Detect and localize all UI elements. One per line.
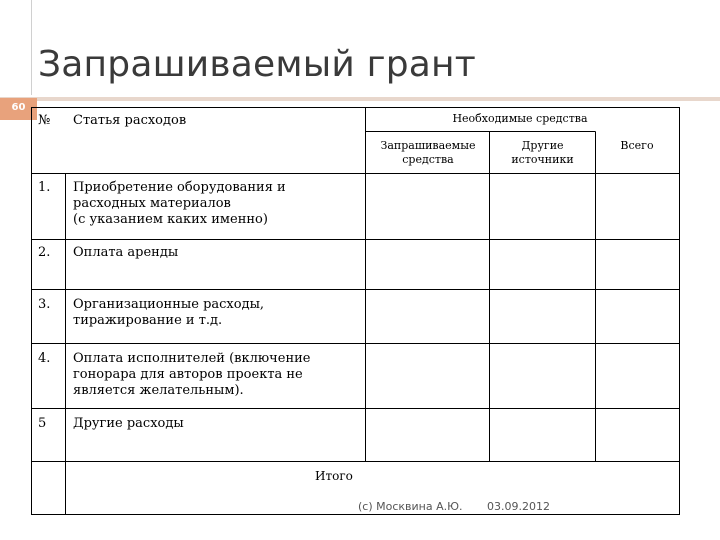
row-4-no: 4. (38, 351, 51, 366)
row-3-text: Организационные расходы, тиражирование и т.д. (73, 297, 265, 328)
header-required: Необходимые средства (452, 112, 588, 125)
row-4-text: Оплата исполнителей (включение гонорара для авторов проекта не является желательным). (73, 351, 311, 398)
row-5-no: 5 (38, 416, 47, 431)
slide-title: Запрашиваемый грант (38, 44, 476, 85)
footer-date: 03.09.2012 (487, 500, 550, 513)
header-other: Другие источники (511, 139, 574, 166)
footer-author: (c) Москвина А.Ю. (358, 500, 463, 513)
header-requested: Запрашиваемые средства (380, 139, 476, 166)
row-1-no: 1. (38, 180, 51, 195)
total-label: Итого (315, 469, 353, 483)
header-no: № (38, 113, 51, 128)
row-1-text: Приобретение оборудования и расходных материалов (с указанием каких именно) (73, 180, 286, 227)
row-3-no: 3. (38, 297, 51, 312)
header-total: Всего (620, 139, 654, 152)
row-2-no: 2. (38, 245, 51, 260)
row-2-text: Оплата аренды (73, 245, 179, 260)
header-item: Статья расходов (73, 113, 187, 128)
row-5-text: Другие расходы (73, 416, 184, 431)
page-number-badge: 60 (0, 98, 37, 120)
